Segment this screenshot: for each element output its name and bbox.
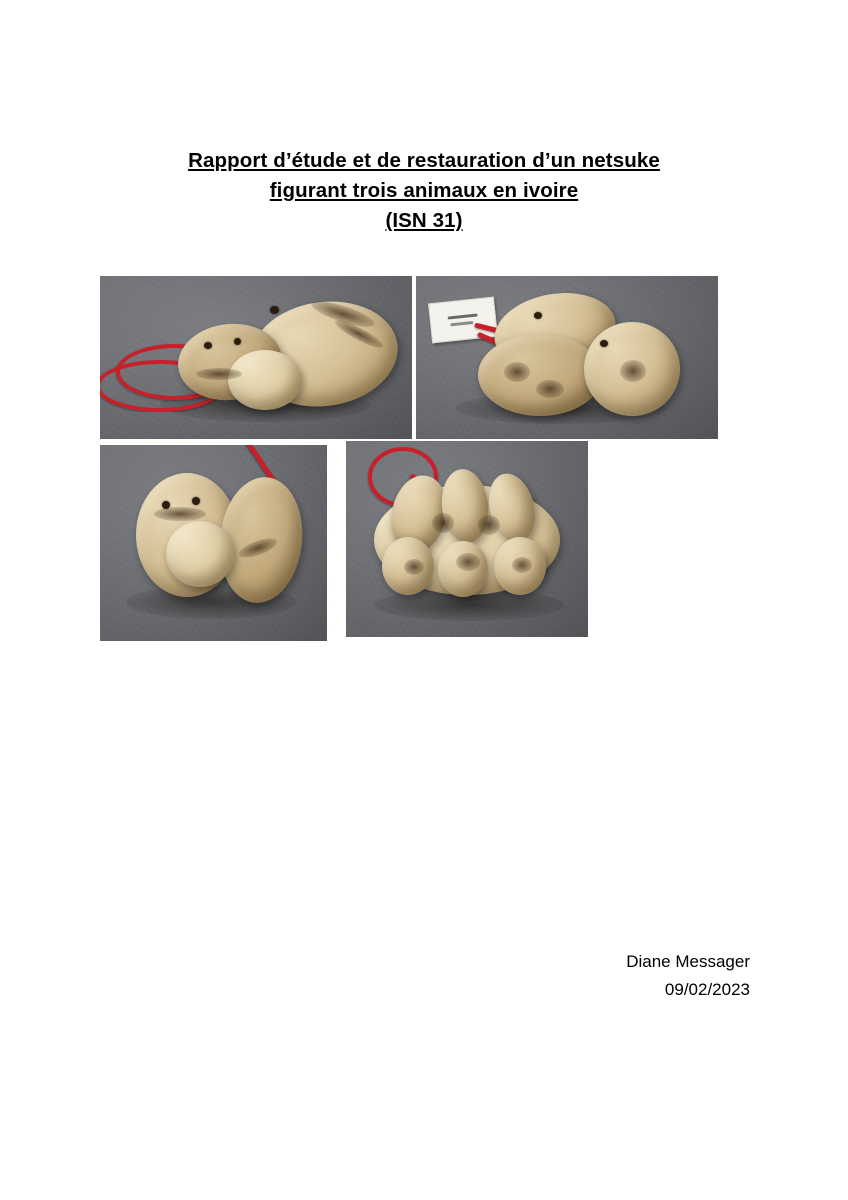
figure-row-bottom [100, 439, 748, 641]
carving-eye [204, 342, 212, 349]
title-line-3 [0, 206, 848, 236]
netsuke-view-side-right [416, 276, 718, 439]
carving-hollow [620, 360, 646, 382]
document-date: 09/02/2023 [664, 980, 750, 999]
ivory-form-center [166, 521, 234, 587]
carving-eye [162, 501, 170, 509]
ivory-form-small [228, 350, 302, 410]
carving-hollow [512, 557, 532, 573]
carving-hollow [404, 559, 424, 575]
netsuke-view-front [100, 445, 327, 641]
figure-grid [100, 276, 748, 641]
carving-hollow [432, 513, 454, 533]
title-line-1-text: Rapport d’étude et de restauration d’un netsuke [188, 149, 660, 172]
tag-mark [447, 314, 478, 320]
carving-eye [534, 312, 542, 319]
title-line-2-text: figurant trois animaux en ivoire [269, 179, 579, 202]
carving-eye [600, 340, 608, 347]
carving-hollow [478, 515, 500, 535]
title-line-2 [0, 176, 848, 206]
carving-eye [234, 338, 241, 345]
tag-mark-secondary [450, 321, 473, 326]
title-line-1 [0, 146, 848, 176]
carving-groove [154, 507, 206, 521]
title-line-3-text: (ISN 31) [385, 209, 463, 232]
carving-eye [192, 497, 200, 505]
carving-hollow [536, 380, 564, 398]
author-signature [626, 948, 750, 1004]
carving-groove [196, 368, 242, 380]
ivory-form-lower [478, 334, 602, 416]
author-name: Diane Messager [626, 952, 750, 971]
figure-row-top [100, 276, 748, 439]
carving-hollow [504, 362, 530, 382]
page-title [0, 146, 848, 236]
carving-hollow [456, 553, 480, 571]
carving-eye [270, 306, 279, 314]
netsuke-view-underside [346, 441, 588, 637]
netsuke-view-side-left [100, 276, 412, 439]
